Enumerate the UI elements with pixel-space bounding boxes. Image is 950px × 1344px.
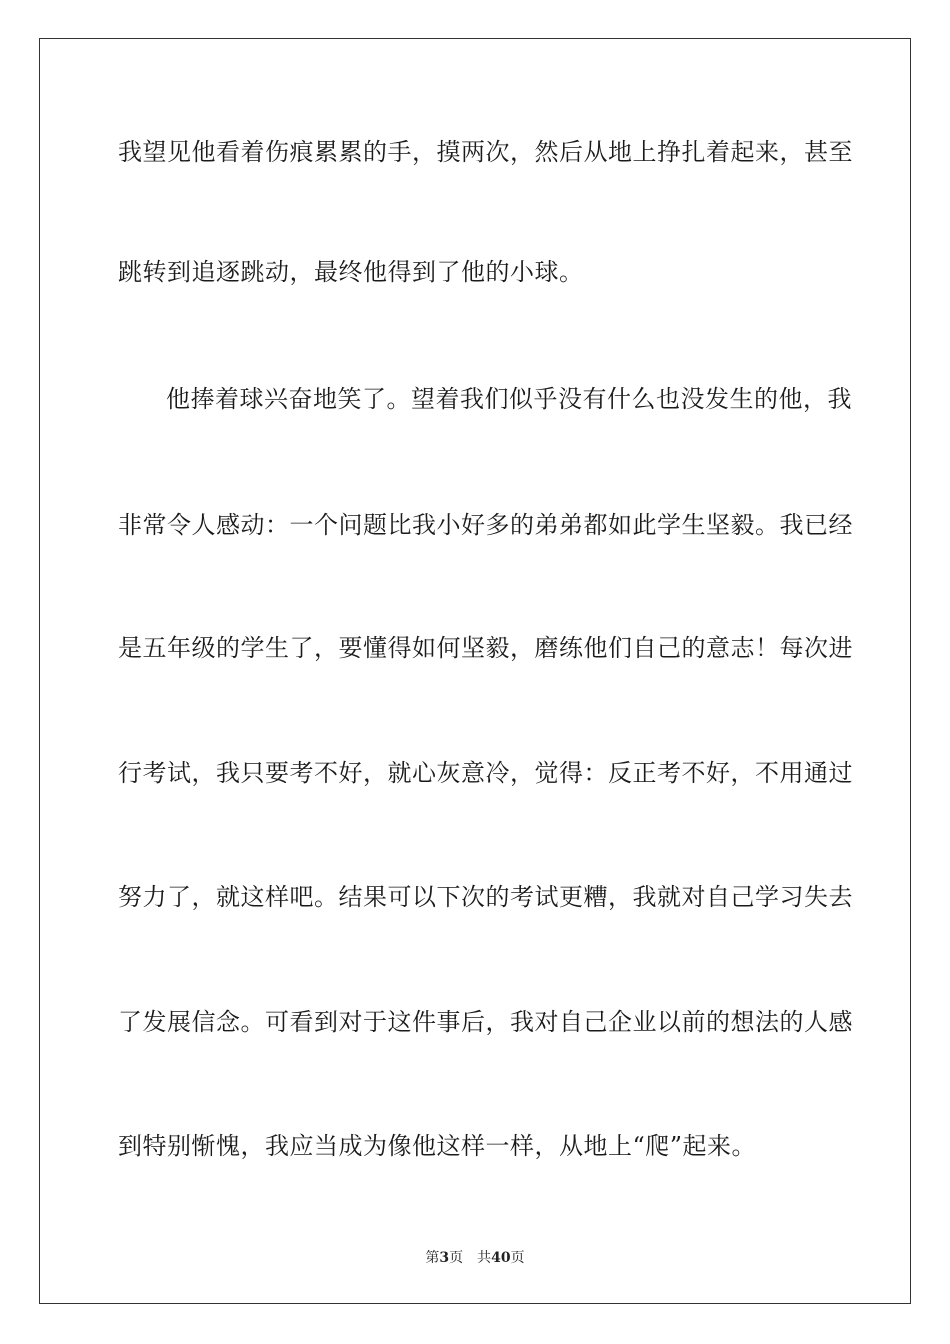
page-footer xyxy=(0,1250,950,1266)
text-line-8: 了发展信念。可看到对于这件事后，我对自己企业以前的想法的人感 xyxy=(118,1008,853,1036)
footer-total-prefix: 共 xyxy=(477,1250,492,1266)
text-line-3: 他捧着球兴奋地笑了。望着我们似乎没有什么也没发生的他，我 xyxy=(166,385,852,413)
text-line-5: 是五年级的学生了，要懂得如何坚毅，磨练他们自己的意志！每次进 xyxy=(118,634,853,662)
footer-total-pages: 40 xyxy=(491,1250,511,1266)
text-line-2: 跳转到追逐跳动，最终他得到了他的小球。 xyxy=(118,258,584,286)
text-line-6: 行考试，我只要考不好，就心灰意冷，觉得：反正考不好，不用通过 xyxy=(118,759,853,787)
footer-page-number: 3 xyxy=(439,1250,450,1266)
footer-total-suffix: 页 xyxy=(510,1250,525,1266)
footer-page-suffix: 页 xyxy=(449,1250,464,1266)
page-frame xyxy=(39,38,911,1304)
text-line-4: 非常令人感动：一个问题比我小好多的弟弟都如此学生坚毅。我已经 xyxy=(118,511,853,539)
text-line-7: 努力了，就这样吧。结果可以下次的考试更糟，我就对自己学习失去 xyxy=(118,883,853,911)
footer-page-prefix: 第 xyxy=(425,1250,440,1266)
text-line-1: 我望见他看着伤痕累累的手，摸两次，然后从地上挣扎着起来，甚至 xyxy=(118,138,853,166)
text-line-9: 到特别惭愧，我应当成为像他这样一样，从地上“爬”起来。 xyxy=(118,1132,757,1160)
